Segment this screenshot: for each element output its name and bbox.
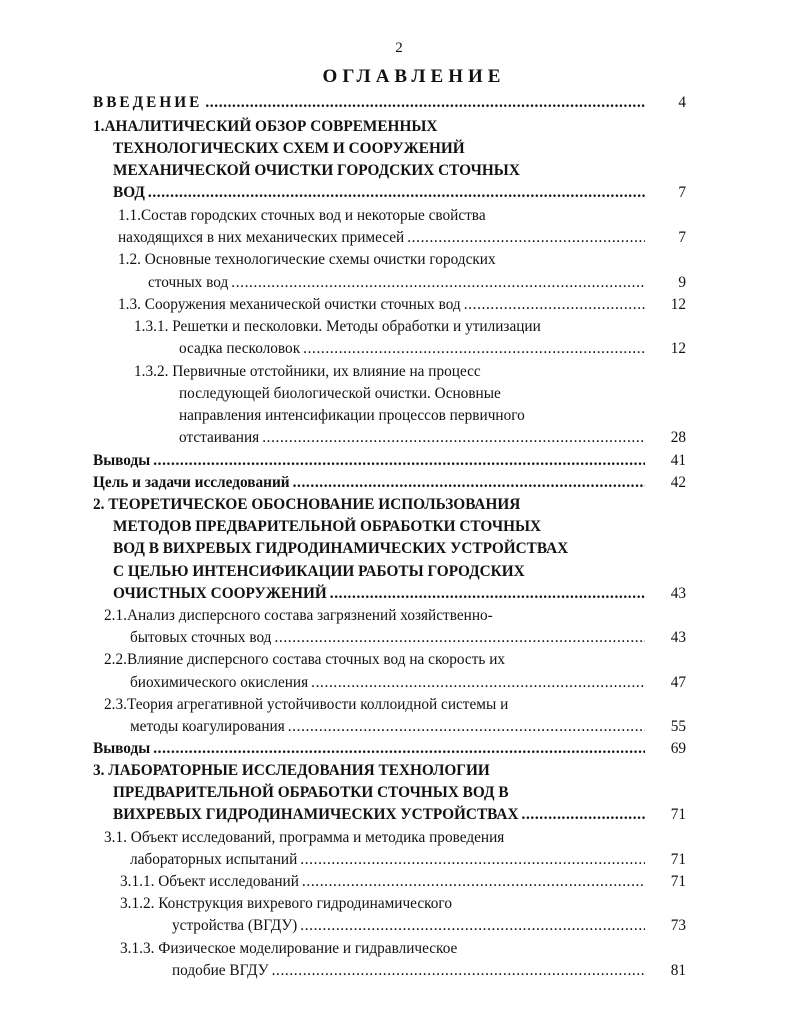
toc-subsection-1-3-2-line: 1.3.2. Первичные отстойники, их влияние на процесс bbox=[134, 363, 481, 380]
toc-page-number: 47 bbox=[670, 674, 686, 691]
dot-leader bbox=[153, 738, 645, 760]
toc-section-2-2-line: 2.2.Влияние дисперсного состава сточных вод на скорость их bbox=[104, 651, 506, 668]
toc-subsection-3-1-1 bbox=[120, 871, 645, 893]
toc-section-1-2-line: 1.2. Основные технологические схемы очистки городских bbox=[118, 251, 496, 268]
toc-subsection-3-1-2-line: 3.1.2. Конструкция вихревого гидродинамического bbox=[120, 895, 452, 912]
toc-section-2-3-last-line bbox=[130, 716, 645, 738]
toc-entry-text: биохимического окисления bbox=[130, 674, 309, 691]
toc-entry-text: ВИХРЕВЫХ ГИДРОДИНАМИЧЕСКИХ УСТРОЙСТВАХ bbox=[113, 806, 519, 823]
toc-subsection-3-1-3-line: 3.1.3. Физическое моделирование и гидравлическое bbox=[120, 940, 458, 957]
toc-section-1-3 bbox=[118, 294, 645, 316]
dot-leader bbox=[148, 182, 645, 204]
toc-section-2-1-line: 2.1.Анализ дисперсного состава загрязнений хозяйственно- bbox=[104, 607, 493, 624]
toc-entry-text: сточных вод bbox=[148, 274, 229, 291]
dot-leader bbox=[407, 227, 645, 249]
toc-chapter-2-line: С ЦЕЛЬЮ ИНТЕНСИФИКАЦИИ РАБОТЫ ГОРОДСКИХ bbox=[113, 563, 525, 580]
toc-conclusions-2 bbox=[93, 738, 645, 760]
toc-entry-text: устройства (ВГДУ) bbox=[172, 917, 298, 934]
toc-page-number: 4 bbox=[678, 94, 686, 111]
toc-goals bbox=[93, 472, 645, 494]
toc-chapter-2-line: МЕТОДОВ ПРЕДВАРИТЕЛЬНОЙ ОБРАБОТКИ СТОЧНЫХ bbox=[113, 518, 542, 535]
dot-leader bbox=[293, 472, 645, 494]
toc-page-number: 69 bbox=[670, 740, 686, 757]
dot-leader bbox=[300, 849, 645, 871]
dot-leader bbox=[303, 338, 645, 360]
toc-subsection-1-3-2-last-line bbox=[179, 427, 645, 449]
toc-chapter-1-line: МЕХАНИЧЕСКОЙ ОЧИСТКИ ГОРОДСКИХ СТОЧНЫХ bbox=[113, 162, 520, 179]
dot-leader bbox=[522, 804, 646, 826]
toc-page-number: 43 bbox=[670, 585, 686, 602]
dot-leader bbox=[311, 672, 645, 694]
dot-leader bbox=[274, 627, 645, 649]
dot-leader bbox=[288, 716, 645, 738]
toc-page-number: 28 bbox=[670, 429, 686, 446]
toc-section-3-1-last-line bbox=[130, 849, 645, 871]
toc-entry-text: методы коагулирования bbox=[130, 718, 285, 735]
toc-section-2-1-last-line bbox=[130, 627, 645, 649]
toc-subsection-3-1-2-last-line bbox=[172, 915, 645, 937]
toc-page-number: 81 bbox=[670, 962, 686, 979]
toc-page-number: 42 bbox=[670, 474, 686, 491]
toc-entry-intro bbox=[93, 92, 645, 114]
toc-chapter-2-line: 2. ТЕОРЕТИЧЕСКОЕ ОБОСНОВАНИЕ ИСПОЛЬЗОВАНИЯ bbox=[93, 496, 521, 513]
dot-leader bbox=[262, 427, 645, 449]
toc-section-3-1-line: 3.1. Объект исследований, программа и методика проведения bbox=[104, 829, 505, 846]
toc-entry-text: отстаивания bbox=[179, 429, 260, 446]
toc-entry-text: лабораторных испытаний bbox=[130, 851, 298, 868]
toc-entry-text: ОЧИСТНЫХ СООРУЖЕНИЙ bbox=[113, 585, 327, 602]
toc-chapter-2-last-line bbox=[113, 583, 645, 605]
dot-leader bbox=[231, 272, 645, 294]
toc-title: ОГЛАВЛЕНИЕ bbox=[322, 66, 506, 87]
toc-subsection-3-1-3-last-line bbox=[172, 960, 645, 982]
page-number: 2 bbox=[395, 40, 403, 56]
toc-page-number: 7 bbox=[678, 184, 686, 201]
toc-section-1-2-last-line bbox=[148, 272, 645, 294]
toc-entry-text: находящихся в них механических примесей bbox=[118, 229, 405, 246]
toc-page-number: 9 bbox=[678, 274, 686, 291]
toc-entry-text: 1.3. Сооружения механической очистки сточных вод bbox=[118, 296, 461, 313]
toc-section-2-3-line: 2.3.Теория агрегативной устойчивости коллоидной системы и bbox=[104, 696, 509, 713]
dot-leader bbox=[205, 92, 645, 114]
toc-page-number: 73 bbox=[670, 917, 686, 934]
toc-entry-text: бытовых сточных вод bbox=[130, 629, 272, 646]
toc-page-number: 7 bbox=[678, 229, 686, 246]
toc-entry-text: Выводы bbox=[93, 740, 151, 757]
toc-chapter-3-line: 3. ЛАБОРАТОРНЫЕ ИССЛЕДОВАНИЯ ТЕХНОЛОГИИ bbox=[93, 762, 490, 779]
toc-chapter-3-line: ПРЕДВАРИТЕЛЬНОЙ ОБРАБОТКИ СТОЧНЫХ ВОД В bbox=[113, 784, 509, 801]
toc-chapter-1-last-line bbox=[113, 182, 645, 204]
toc-entry-text: ВВЕДЕНИЕ bbox=[93, 94, 203, 111]
toc-chapter-1-line: ТЕХНОЛОГИЧЕСКИХ СХЕМ И СООРУЖЕНИЙ bbox=[113, 140, 465, 157]
toc-entry-text: подобие ВГДУ bbox=[172, 962, 269, 979]
toc-entry-text: Выводы bbox=[93, 452, 151, 469]
dot-leader bbox=[464, 294, 645, 316]
toc-page-number: 71 bbox=[670, 873, 686, 890]
dot-leader bbox=[272, 960, 645, 982]
toc-chapter-2-line: ВОД В ВИХРЕВЫХ ГИДРОДИНАМИЧЕСКИХ УСТРОЙСТВАХ bbox=[113, 540, 569, 557]
toc-section-1-1-last-line bbox=[118, 227, 645, 249]
toc-page-number: 55 bbox=[670, 718, 686, 735]
dot-leader bbox=[302, 871, 645, 893]
toc-section-2-2-last-line bbox=[130, 672, 645, 694]
dot-leader bbox=[300, 915, 645, 937]
dot-leader bbox=[330, 583, 645, 605]
toc-subsection-1-3-1-last-line bbox=[179, 338, 645, 360]
toc-entry-text: Цель и задачи исследований bbox=[93, 474, 290, 491]
toc-chapter-1-line: 1.АНАЛИТИЧЕСКИЙ ОБЗОР СОВРЕМЕННЫХ bbox=[93, 118, 438, 135]
toc-entry-text: осадка песколовок bbox=[179, 340, 301, 357]
toc-entry-text: 3.1.1. Объект исследований bbox=[120, 873, 299, 890]
toc-page-number: 12 bbox=[670, 340, 686, 357]
toc-subsection-1-3-2-line: направления интенсификации процессов первичного bbox=[179, 407, 525, 424]
toc-page-number: 71 bbox=[670, 806, 686, 823]
toc-subsection-1-3-2-line: последующей биологической очистки. Основные bbox=[179, 385, 501, 402]
toc-page-number: 41 bbox=[670, 452, 686, 469]
toc-conclusions-1 bbox=[93, 450, 645, 472]
dot-leader bbox=[153, 450, 645, 472]
toc-chapter-3-last-line bbox=[113, 804, 645, 826]
toc-page-number: 12 bbox=[670, 296, 686, 313]
toc-page-number: 43 bbox=[670, 629, 686, 646]
toc-subsection-1-3-1-line: 1.3.1. Решетки и песколовки. Методы обработки и утилизации bbox=[134, 318, 541, 335]
toc-section-1-1-line: 1.1.Состав городских сточных вод и некоторые свойства bbox=[118, 207, 486, 224]
toc-page-number: 71 bbox=[670, 851, 686, 868]
toc-entry-text: ВОД bbox=[113, 184, 145, 201]
